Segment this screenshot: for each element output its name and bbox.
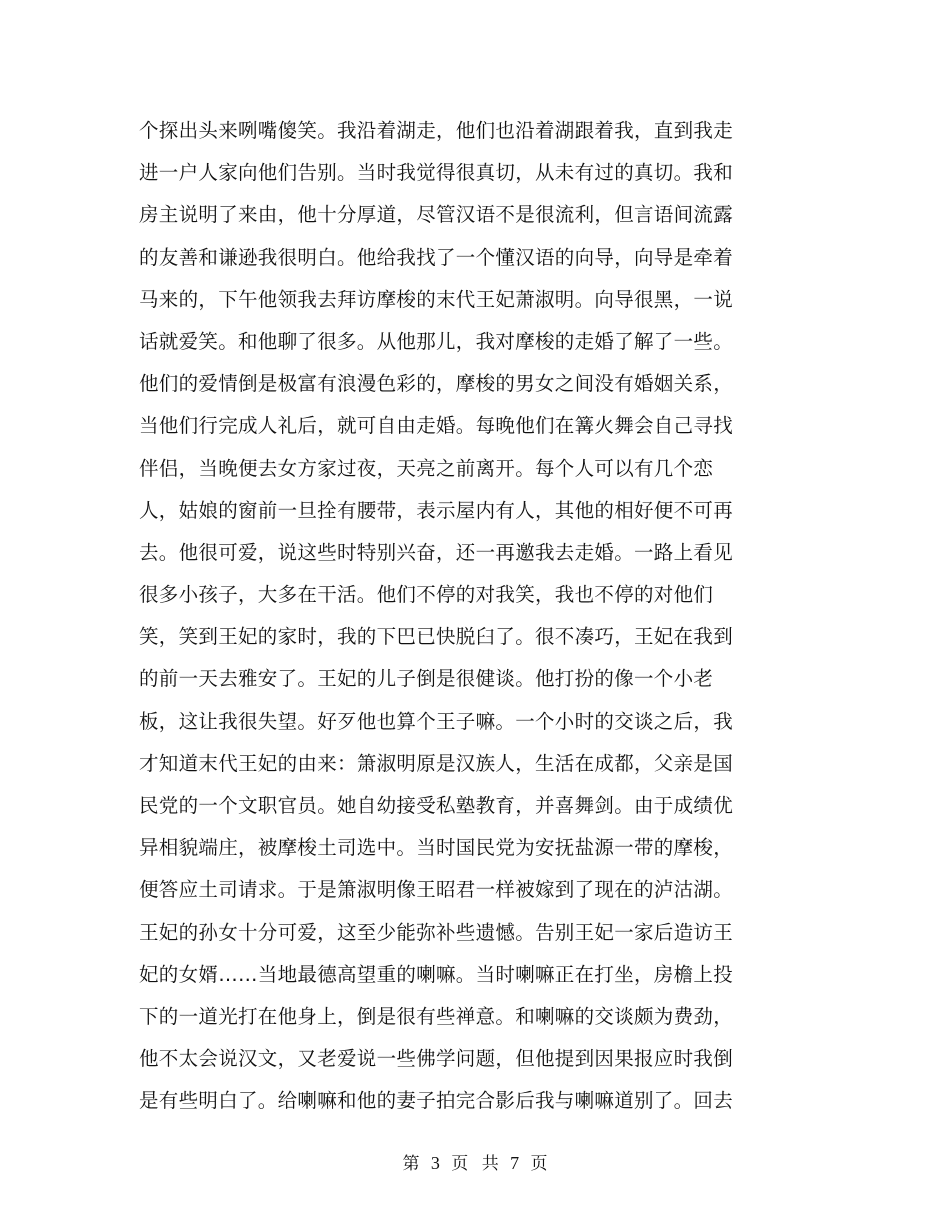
text-line: 的前一天去雅安了。王妃的儿子倒是很健谈。他打扮的像一个小老 — [139, 667, 714, 691]
text-line: 是有些明白了。给喇嘛和他的妻子拍完合影后我与喇嘛道别了。回去 — [139, 1089, 734, 1113]
text-line: 当他们行完成人礼后，就可自由走婚。每晚他们在篝火舞会自己寻找 — [139, 414, 734, 438]
text-line: 便答应土司请求。于是箫淑明像王昭君一样被嫁到了现在的泸沽湖。 — [139, 878, 734, 902]
total-pages-number: 7 — [510, 1153, 520, 1173]
text-line: 话就爱笑。和他聊了很多。从他那儿，我对摩梭的走婚了解了一些。 — [139, 329, 734, 353]
text-line: 异相貌端庄，被摩梭土司选中。当时国民党为安抚盐源一带的摩梭， — [139, 836, 734, 860]
text-line: 民党的一个文职官员。她自幼接受私塾教育，并喜舞剑。由于成绩优 — [139, 794, 734, 817]
text-line: 才知道末代王妃的由来：箫淑明原是汉族人，生活在成都，父亲是国 — [139, 751, 734, 775]
text-line: 下的一道光打在他身上，倒是很有些禅意。和喇嘛的交谈颇为费劲， — [139, 1004, 734, 1028]
text-line: 房主说明了来由，他十分厚道，尽管汉语不是很流利，但言语间流露 — [139, 203, 734, 227]
body-text — [139, 110, 759, 1123]
text-line: 板，这让我很失望。好歹他也算个王子嘛。一个小时的交谈之后，我 — [139, 709, 734, 733]
text-line: 伴侣，当晚便去女方家过夜，天亮之前离开。每个人可以有几个恋 — [139, 456, 714, 480]
text-line: 进一户人家向他们告别。当时我觉得很真切，从未有过的真切。我和 — [139, 161, 734, 185]
footer-suffix: 页 — [530, 1154, 548, 1174]
text-line: 人，姑娘的窗前一旦拴有腰带，表示屋内有人，其他的相好便不可再 — [139, 498, 734, 522]
text-line: 马来的，下午他领我去拜访摩梭的末代王妃萧淑明。向导很黑，一说 — [139, 287, 734, 311]
text-line: 很多小孩子，大多在干活。他们不停的对我笑，我也不停的对他们 — [139, 583, 714, 607]
text-line: 王妃的孙女十分可爱，这至少能弥补些遗憾。告别王妃一家后造访王 — [139, 920, 734, 944]
footer-page-word: 页 — [451, 1154, 469, 1174]
text-line: 他们的爱情倒是极富有浪漫色彩的，摩梭的男女之间没有婚姻关系， — [139, 372, 734, 396]
text-line: 的友善和谦逊我很明白。他给我找了一个懂汉语的向导，向导是牵着 — [139, 245, 734, 269]
footer-prefix: 第 — [402, 1154, 420, 1174]
text-line: 他不太会说汉文，又老爱说一些佛学问题，但他提到因果报应时我倒 — [139, 1047, 734, 1071]
current-page-number: 3 — [430, 1153, 440, 1173]
footer-total-prefix: 共 — [481, 1154, 499, 1174]
text-line: 去。他很可爱，说这些时特别兴奋，还一再邀我去走婚。一路上看见 — [139, 540, 734, 564]
text-line: 妃的女婿……当地最德高望重的喇嘛。当时喇嘛正在打坐，房檐上投 — [139, 962, 734, 986]
text-line: 个探出头来咧嘴傻笑。我沿着湖走，他们也沿着湖跟着我，直到我走 — [139, 119, 734, 142]
page-footer — [0, 1150, 950, 1177]
text-line: 笑，笑到王妃的家时，我的下巴已快脱臼了。很不凑巧，王妃在我到 — [139, 625, 734, 649]
